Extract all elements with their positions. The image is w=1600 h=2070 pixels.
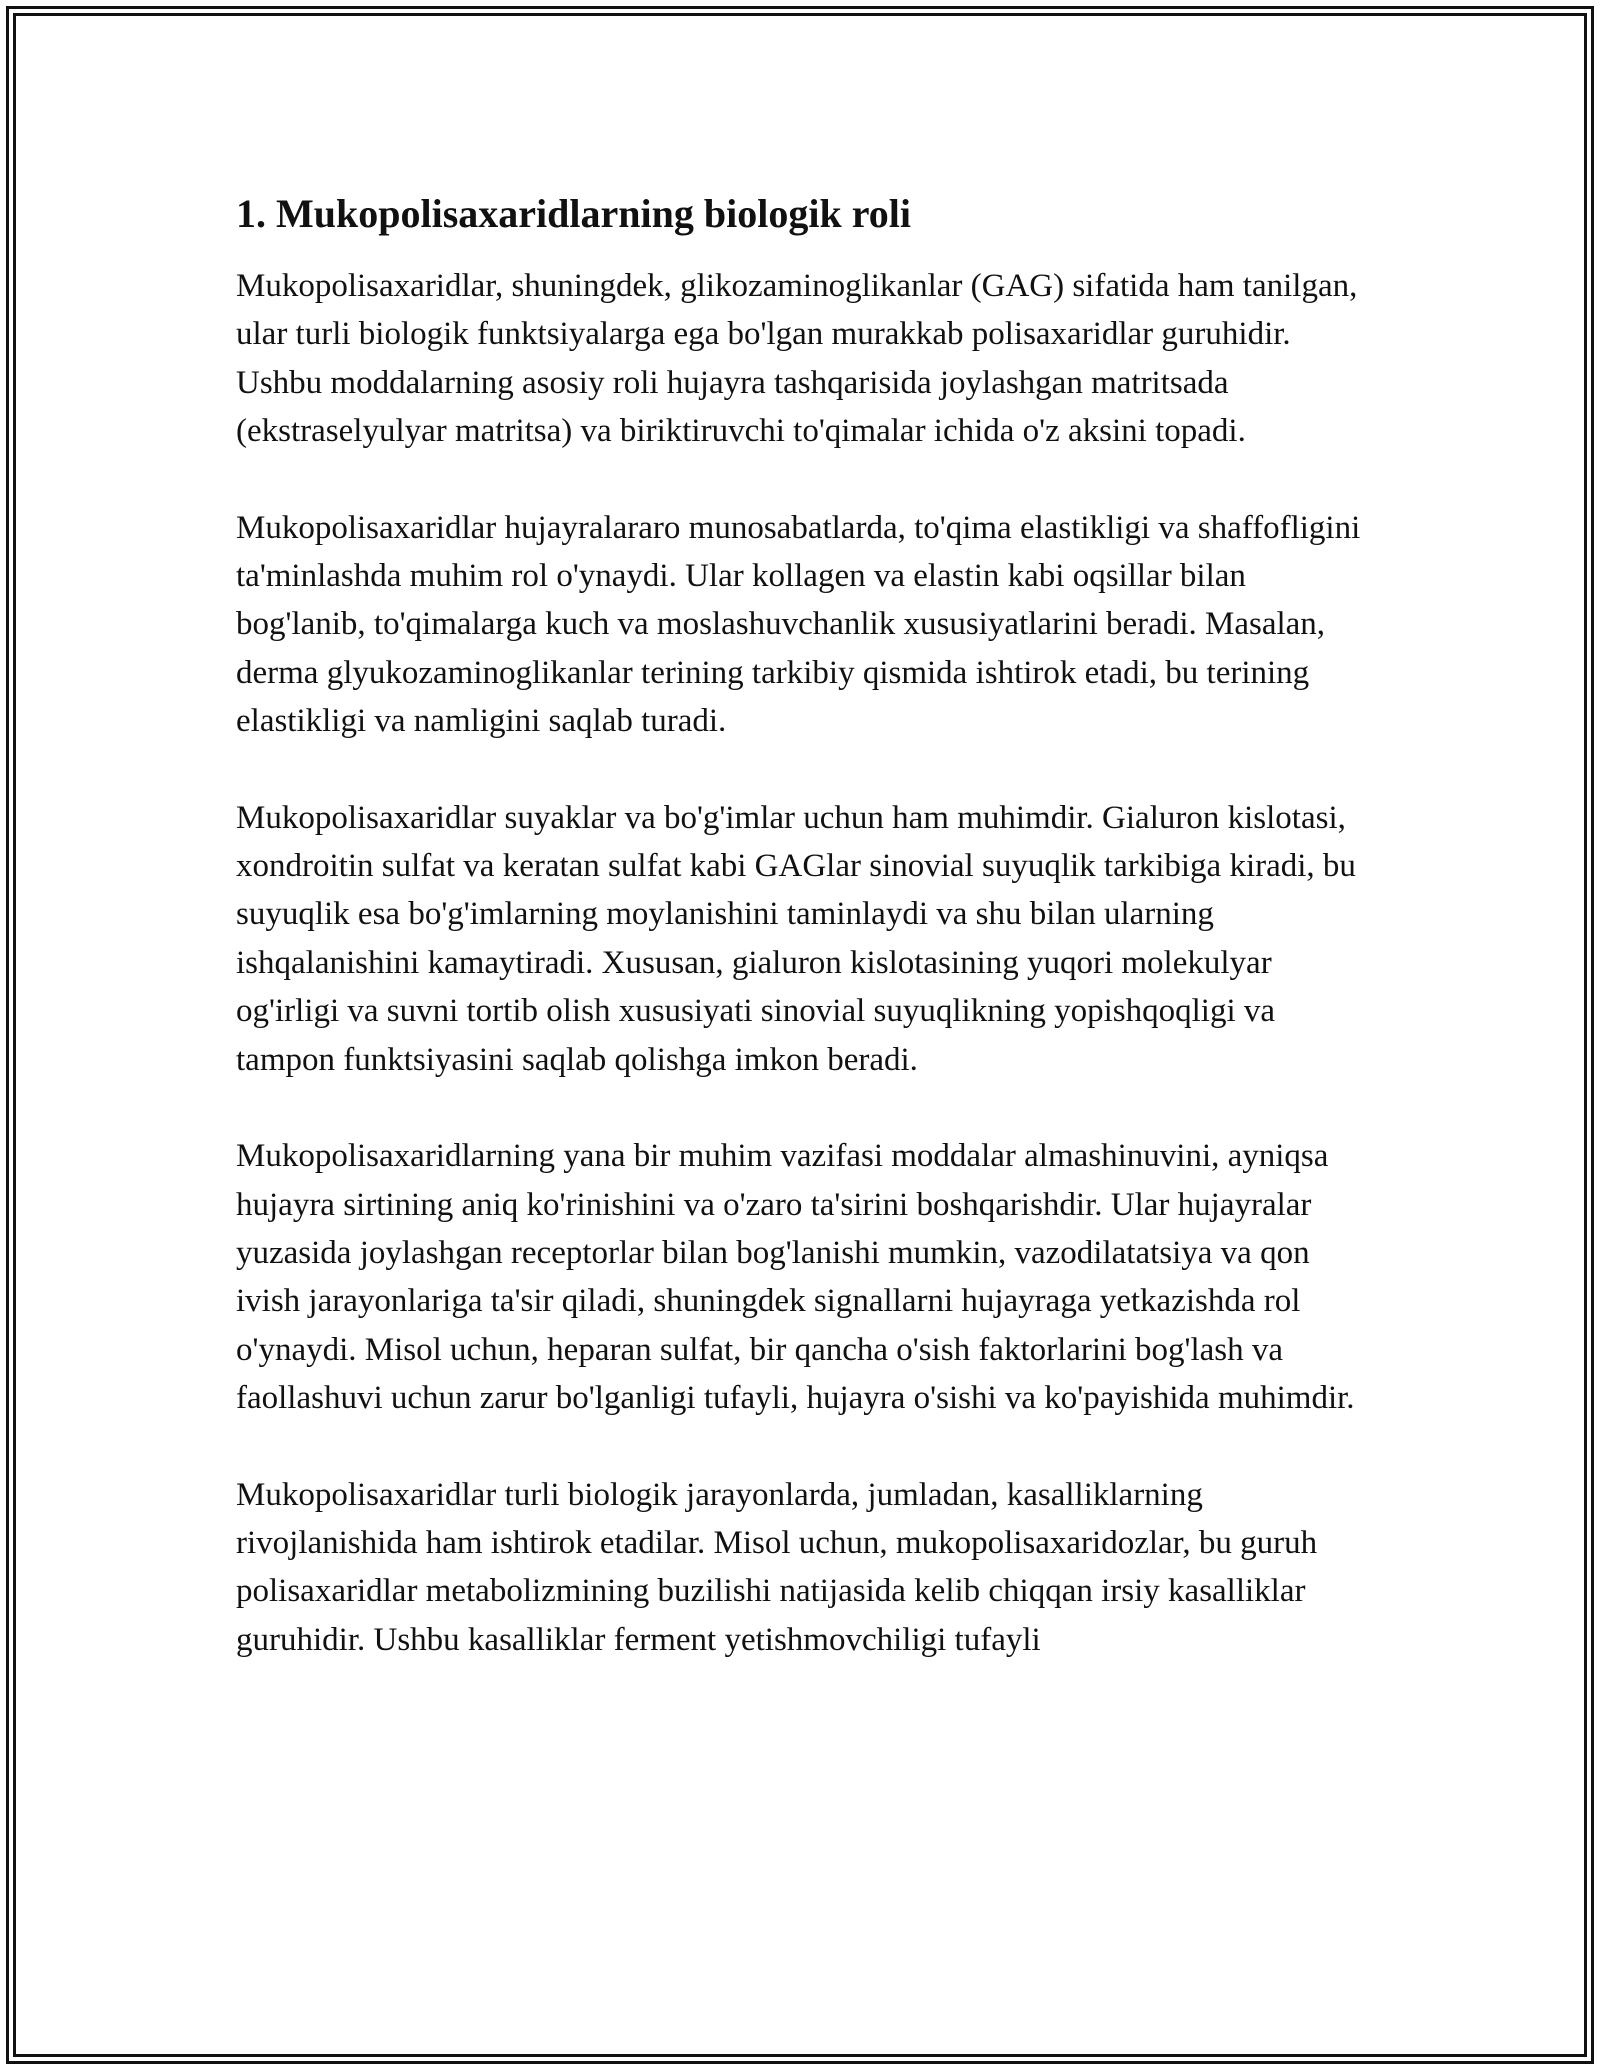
- section-title: 1. Mukopolisaxaridlarning biologik roli: [236, 191, 911, 236]
- paragraph-3: Mukopolisaxaridlar suyaklar va bo'g'imlar uchun ham muhimdir. Gialuron kislotasi, xondroitin sulfat va keratan sulfat kabi GAGlar sinovial suyuqlik tarkibiga kiradi, bu suyuqlik esa bo'g'imlarning moylanishini taminlaydi va shu bilan ularning ishqalanishini kamaytiradi. Xususan, gialuron kislotasining yuqori molekulyar og'irligi va suvni tortib olish xususiyati sinovial suyuqlikning yopishqoqligi va tampon funktsiyasini saqlab qolishga imkon beradi.: [236, 799, 1356, 1078]
- paragraph-2: Mukopolisaxaridlar hujayralararo munosabatlarda, to'qima elastikligi va shaffofligini ta'minlashda muhim rol o'ynaydi. Ular kollagen va elastin kabi oqsillar bilan bog'lanib, to'qimalarga kuch va moslashuvchanlik xususiyatlarini beradi. Masalan, derma glyukozaminoglikanlar terining tarkibiy qismida ishtirok etadi, bu terining elastikligi va namligini saqlab turadi.: [236, 509, 1361, 740]
- paragraph-4: Mukopolisaxaridlarning yana bir muhim vazifasi moddalar almashinuvini, ayniqsa hujayra sirtining aniq ko'rinishini va o'zaro ta'sirini boshqarishdir. Ular hujayralar yuzasida joylashgan receptorlar bilan bog'lanishi mumkin, vazodilatatsiya va qon ivish jarayonlariga ta'sir qiladi, shuningdek signallarni hujayraga yetkazishda rol o'ynaydi. Misol uchun, heparan sulfat, bir qancha o'sish faktorlarini bog'lash va faollashuvi uchun zarur bo'lganligi tufayli, hujayra o'sishi va ko'payishida muhimdir.: [236, 1138, 1355, 1417]
- document-body: [236, 186, 1371, 1664]
- paragraph-1: Mukopolisaxaridlar, shuningdek, glikozaminoglikanlar (GAG) sifatida ham tanilgan, ular turli biologik funktsiyalarga ega bo'lgan murakkab polisaxaridlar guruhidir. Ushbu moddalarning asosiy roli hujayra tashqarisida joylashgan matritsada (ekstraselyulyar matritsa) va biriktiruvchi to'qimalar ichida o'z aksini topadi.: [236, 268, 1358, 450]
- paragraph-5: Mukopolisaxaridlar turli biologik jarayonlarda, jumladan, kasalliklarning rivojlanishida ham ishtirok etadilar. Misol uchun, mukopolisaxaridozlar, bu guruh polisaxaridlar metabolizmining buzilishi natijasida kelib chiqqan irsiy kasalliklar guruhidir. Ushbu kasalliklar ferment yetishmovchiligi tufayli: [236, 1476, 1318, 1658]
